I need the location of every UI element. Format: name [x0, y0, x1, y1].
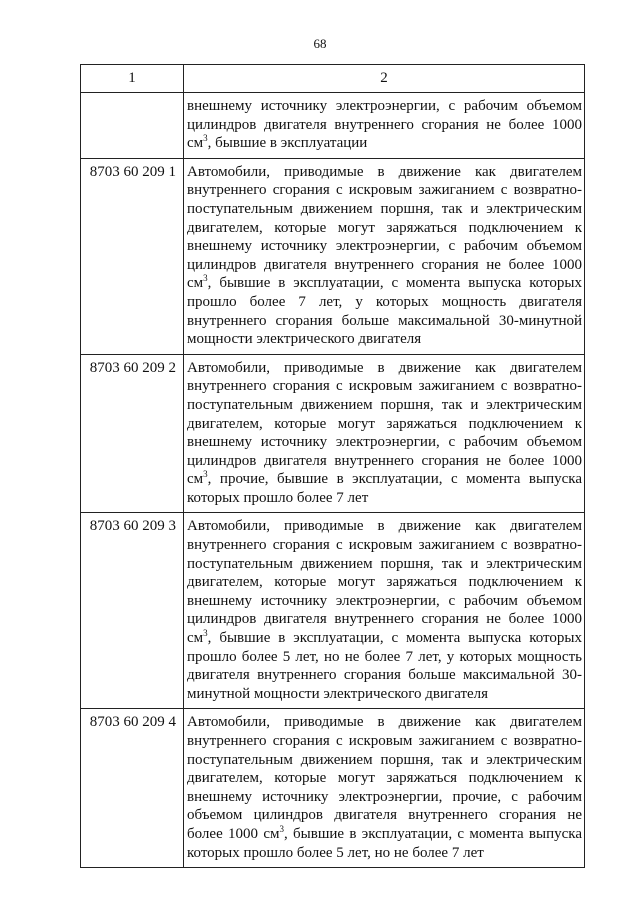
description-cell — [184, 354, 585, 513]
code-cell: 8703 60 209 1 — [81, 158, 184, 354]
code-cell: 8703 60 209 2 — [81, 354, 184, 513]
table-header-row — [81, 65, 585, 93]
description-text-tail: , бывшие в эксплуатации, с момента выпуска которых прошло более 5 лет, но не более 7 лет — [187, 825, 583, 861]
description-text-tail: , бывшие в эксплуатации, с момента выпуска которых прошло более 5 лет, но не более 7 лет, у которых мощность двигателя внутреннего сгорания больше максимальной 30-минутной мощности электрического двигателя — [187, 630, 582, 702]
description-cell — [184, 93, 585, 159]
code-cell: 8703 60 209 4 — [81, 709, 184, 868]
description-cell — [184, 158, 585, 354]
code-cell: 8703 60 209 3 — [81, 513, 184, 709]
description-text-tail: , бывшие в эксплуатации — [207, 135, 368, 152]
superscript: 3 — [203, 133, 208, 144]
description-text: Автомобили, приводимые в движение как двигателем внутреннего сгорания с искровым зажиганием с возвратно-поступательным движением поршня, так и электрическим двигателем, которые могут заряжаться подключением к внешнему источнику электроэнергии, с рабочим объемом цилиндров двигателя внутреннего сгорания не более 1000 см — [187, 518, 582, 647]
column-header-1: 1 — [81, 65, 184, 93]
description-cell — [184, 513, 585, 709]
description-text-tail: , прочие, бывшие в эксплуатации, с момента выпуска которых прошло более 7 лет — [187, 471, 582, 506]
table-row — [81, 158, 585, 354]
table-row — [81, 354, 585, 513]
superscript: 3 — [203, 469, 208, 480]
superscript: 3 — [279, 823, 284, 834]
code-cell — [81, 93, 184, 159]
description-text: внешнему источнику электроэнергии, с рабочим объемом цилиндров двигателя внутреннего сгорания не более 1000 см — [187, 98, 582, 152]
table-row — [81, 709, 585, 868]
tariff-code-table — [80, 64, 585, 868]
page-number: 68 — [313, 36, 327, 51]
table-row — [81, 93, 585, 159]
table-row — [81, 513, 585, 709]
description-text: Автомобили, приводимые в движение как двигателем внутреннего сгорания с искровым зажиганием с возвратно-поступательным движением поршня, так и электрическим двигателем, которые могут заряжаться подключением к внешнему источнику электроэнергии, прочие, с рабочим объемом цилиндров двигателя внутреннего сгорания не более 1000 см — [187, 714, 582, 842]
description-text-tail: , бывшие в эксплуатации, с момента выпуска которых прошло более 7 лет, у которых мощность двигателя внутреннего сгорания больше максимальной 30-минутной мощности электрического двигателя — [187, 275, 582, 348]
column-header-2: 2 — [184, 65, 585, 93]
description-text: Автомобили, приводимые в движение как двигателем внутреннего сгорания с искровым зажиганием с возвратно-поступательным движением поршня, так и электрическим двигателем, которые могут заряжаться подключением к внешнему источнику электроэнергии, с рабочим объемом цилиндров двигателя внутреннего сгорания не более 1000 см — [187, 163, 582, 292]
description-text: Автомобили, приводимые в движение как двигателем внутреннего сгорания с искровым зажиганием с возвратно-поступательным движением поршня, так и электрическим двигателем, которые могут заряжаться подключением к внешнему источнику электроэнергии, с рабочим объемом цилиндров двигателя внутреннего сгорания не более 1000 см — [187, 359, 582, 488]
superscript: 3 — [203, 273, 208, 284]
superscript: 3 — [203, 628, 208, 639]
description-cell — [184, 709, 585, 868]
